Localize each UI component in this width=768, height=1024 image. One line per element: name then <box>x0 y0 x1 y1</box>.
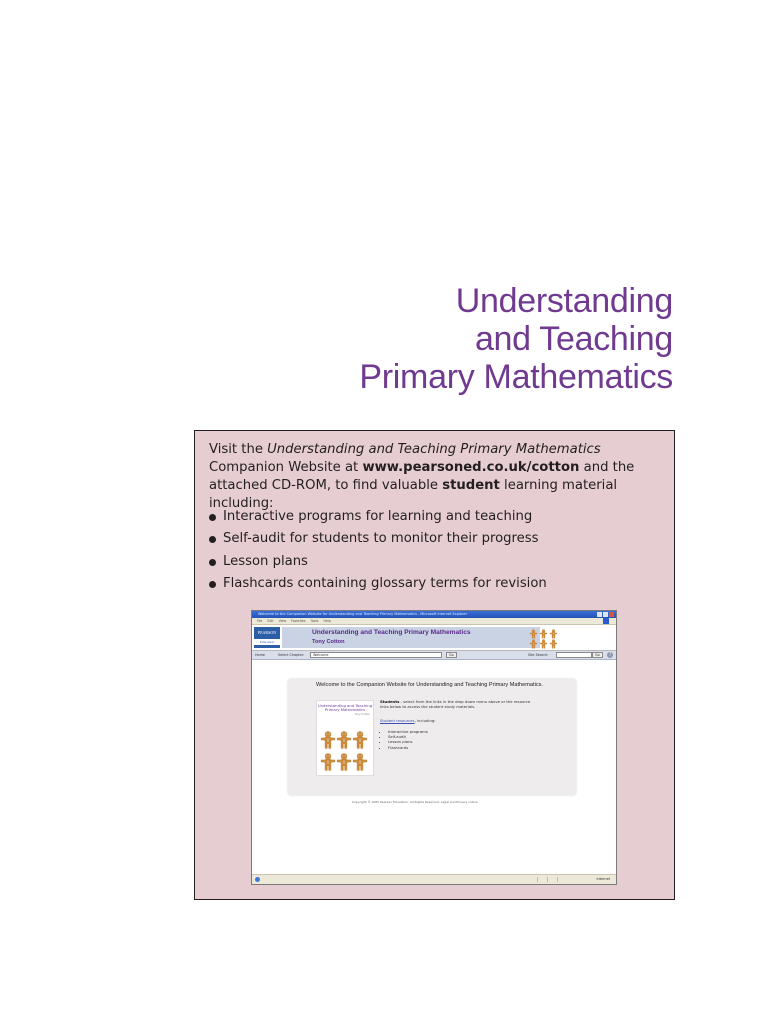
intro-mid: and the attached CD-ROM, to find valuable <box>209 460 635 493</box>
gingerbread-man-icon <box>320 751 336 773</box>
title-line-2: and Teaching <box>474 320 673 358</box>
gingerbread-man-icon <box>549 639 558 649</box>
maximize-icon[interactable] <box>603 612 608 617</box>
menu-view[interactable]: View <box>278 619 287 623</box>
site-author: Tony Cotton <box>312 639 345 645</box>
welcome-card <box>288 679 576 795</box>
intro-end: learning material including: <box>209 478 618 511</box>
gingerbread-man-icon <box>529 629 538 639</box>
list-item: Flashcards containing glossary terms for revision <box>209 573 669 595</box>
gingerbread-man-icon <box>352 751 368 773</box>
gingerbread-man-icon <box>320 729 336 751</box>
site-navbar <box>252 651 616 660</box>
list-item: Lesson plans <box>209 551 669 573</box>
title-line-3: Primary Mathematics <box>359 358 673 396</box>
book-cover-author: Tony Cotton <box>354 712 370 716</box>
list-item: • Flashcards <box>388 745 428 750</box>
bullet-icon <box>209 536 216 543</box>
students-text: Students - select from the links in the drop down menu above or the resource links below to access the student study materials. <box>380 699 531 709</box>
browser-menubar <box>252 618 616 625</box>
title-line-1: Understanding <box>455 282 673 320</box>
book-cover-title: Understanding and Teaching Primary Mathematics <box>317 703 373 713</box>
gingerbread-man-icon <box>539 639 548 649</box>
windows-logo-icon <box>603 618 609 624</box>
site-search-label: Site Search: <box>528 653 549 657</box>
browser-window-title: Welcome to the Companion Website for Understanding and Teaching Primary Mathematics - Microsoft Internet Explorer <box>258 612 468 616</box>
intro-text <box>209 441 664 513</box>
menu-edit[interactable]: Edit <box>267 619 274 623</box>
resources-list <box>380 729 428 750</box>
menu-file[interactable]: File <box>257 619 263 623</box>
browser-titlebar <box>252 611 616 618</box>
bullet-icon <box>209 581 216 588</box>
feature-list <box>209 506 669 595</box>
ie-page-icon <box>255 877 260 882</box>
student-resources-link[interactable]: Student resources <box>380 718 415 723</box>
bullet-icon <box>209 559 216 566</box>
site-search-input[interactable] <box>556 652 592 658</box>
gingerbread-man-icon <box>352 729 368 751</box>
gingerbread-men-image <box>320 729 370 773</box>
site-header <box>252 625 616 651</box>
companion-website-panel <box>194 430 675 900</box>
list-item: • Self-audit <box>388 734 428 739</box>
intro-student: student <box>442 478 500 493</box>
pearson-logo: PEARSON Education <box>254 627 280 648</box>
search-go-button[interactable]: Go <box>592 652 603 658</box>
list-item: • Lesson plans <box>388 739 428 744</box>
gingerbread-man-icon <box>539 629 548 639</box>
gingerbread-men-image <box>529 629 559 650</box>
internet-zone-label: Internet <box>596 877 610 881</box>
resources-line: Student resources, including: <box>380 718 436 723</box>
minimize-icon[interactable] <box>597 612 602 617</box>
list-item: Self-audit for students to monitor their progress <box>209 528 669 550</box>
home-button[interactable]: Home <box>255 653 266 657</box>
intro-url[interactable]: www.pearsoned.co.uk/cotton <box>362 460 580 475</box>
page-title <box>359 282 673 396</box>
intro-companion: Companion Website at <box>209 460 359 475</box>
menu-favorites[interactable]: Favorites <box>291 619 306 623</box>
chapter-select[interactable]: Welcome <box>310 652 442 658</box>
list-item: • Interactive programs <box>388 729 428 734</box>
website-screenshot <box>251 610 617 885</box>
gingerbread-man-icon <box>336 729 352 751</box>
site-banner <box>282 627 540 648</box>
browser-statusbar <box>252 874 616 884</box>
select-chapter-label: Select Chapter: <box>278 653 305 657</box>
welcome-heading: Welcome to the Companion Website for Understanding and Teaching Primary Mathematics. <box>316 682 543 688</box>
intro-book-title: Understanding and Teaching Primary Mathematics <box>267 442 601 457</box>
menu-tools[interactable]: Tools <box>310 619 319 623</box>
menu-help[interactable]: Help <box>323 619 331 623</box>
list-item: Interactive programs for learning and teaching <box>209 506 669 528</box>
bullet-icon <box>209 514 216 521</box>
intro-visit: Visit the <box>209 442 263 457</box>
copyright-text: Copyright © 2005 Pearson Education. All Rights Reserved. Legal and Privacy notice <box>352 800 478 804</box>
close-icon[interactable] <box>609 612 614 617</box>
gingerbread-man-icon <box>529 639 538 649</box>
gingerbread-man-icon <box>336 751 352 773</box>
site-title: Understanding and Teaching Primary Mathematics <box>312 629 471 636</box>
gingerbread-man-icon <box>549 629 558 639</box>
book-cover <box>316 700 374 776</box>
help-icon[interactable]: ? <box>608 652 612 657</box>
chapter-go-button[interactable]: Go <box>446 652 457 658</box>
site-content <box>252 667 616 871</box>
